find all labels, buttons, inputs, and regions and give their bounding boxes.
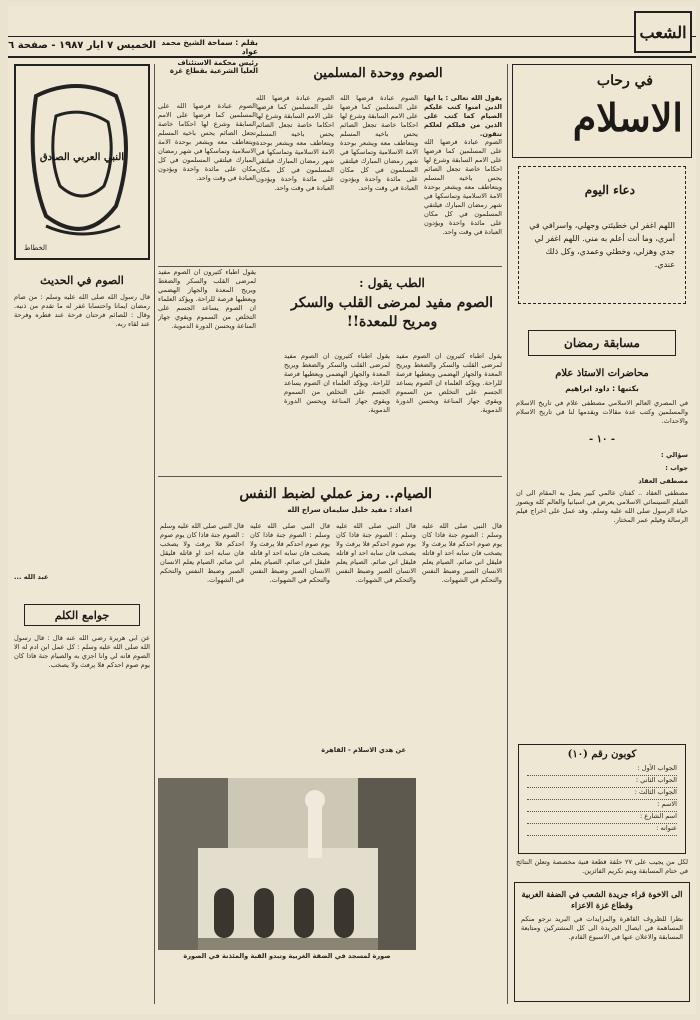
self-control-byline: اعداد : مفيد خليل سليمان سراج الله [287, 506, 412, 514]
column-rule [154, 64, 155, 1004]
coupon-field: الاسم : [527, 800, 677, 812]
jawami-title: جوامع الكلم [54, 608, 110, 622]
unity-byline-box [158, 36, 258, 98]
self-control-article [158, 480, 502, 780]
jawami-article [14, 602, 150, 1002]
page-header [8, 22, 696, 58]
fasting-health-body-col3: يقول اطباء كثيرون ان الصوم مفيد لمرضى القلب والسكر والضغط ويريح المعدة والجهاز الهضمي ويعطيها فرصة للراحة. ويؤكد العلماء ان الصوم يساعد الجسم على التخلص من السموم ويقوي جهاز المناعة ويحسن الدورة الدموية. [158, 268, 256, 330]
dua-text: اللهم اغفر لي خطيئتي وجهلي، واسرافي في أمري، وما أنت أعلم به مني. اللهم اغفر لي جدي وهزلي، وخطئي وعمدي، وكل ذلك عندي. [529, 221, 675, 269]
fasting-health-body: يقول اطباء كثيرون ان الصوم مفيد لمرضى القلب والسكر والضغط ويريح المعدة والجهاز الهضمي ويعطيها فرصة للراحة. ويؤكد العلماء ان الصوم يساعد الجسم على التخلص من السموم ويقوي جهاز المناعة ويحسن الدورة الدموية. [396, 352, 502, 414]
self-control-title: الصيام.. رمز عملي لضبط النفس [239, 486, 432, 502]
newspaper-logo: الشعب [634, 11, 692, 53]
quiz-question-label: سؤالي : [661, 451, 688, 459]
readers-notice-text: نظرا للظروف القاهرة والمزايدات في البريد نرجو منكم المساهمة في ايصال الجريدة الى كل المشتركين ومتابعة المسابقة والاعلان عنها في الاسبوع القادم. [521, 915, 683, 941]
column-rule [507, 64, 508, 1004]
fasting-wisdom-signature: عبد الله ... [14, 573, 49, 581]
unity-body: الصوم عبادة فرضها الله على المسلمين كما فرضها على الامم السابقة وشرع لها احكاما خاصة تجعل الصائم يحس باخيه المسلم ويتعاطف معه ويشعر بوحدة الامة الاسلامية وتماسكها في شهر رمضان المبارك فيلتقي المسلمون في كل مكان على مائدة واحدة ويؤدون العبادة في وقت واحد. [424, 138, 502, 236]
section-rule [158, 476, 502, 477]
fasting-health-kicker: الطب يقول : [359, 276, 425, 290]
self-control-body: قال النبي صلى الله عليه وسلم : الصوم جنة فاذا كان يوم صوم احدكم فلا يرفث ولا يصخب فان سابه احد او قاتله فليقل اني صائم. الصيام يعلم الانسان الصبر وضبط النفس والتحكم في الشهوات. [422, 522, 502, 584]
quiz-byline: بكتبها : داود ابراهيم [565, 384, 639, 393]
fasting-health-article [282, 268, 502, 478]
newspaper-page [8, 6, 696, 1014]
dua-box [518, 166, 686, 304]
quiz-coupon [518, 744, 686, 854]
fasting-wisdom-title: الصوم في الحديث [40, 274, 124, 287]
unity-title: الصوم ووحدة المسلمين [313, 66, 443, 81]
coupon-title: كوبون رقم (١٠) [567, 749, 637, 760]
quiz-subtitle: محاضرات الاستاذ علام [555, 368, 649, 379]
calligraphy-box [14, 64, 150, 260]
fasting-wisdom-body: قال رسول الله صلى الله عليه وسلم : من صام رمضان ايمانا واحتسابا غفر له ما تقدم من ذنبه. وقال : للصائم فرحتان فرحة عند فطره وفرحة عند لقاء ربه. [14, 293, 150, 328]
photo-caption: صورة لمسجد في الضفة الغربية وتبدو القبة والمئذنة في الصورة [183, 952, 391, 960]
self-control-signature: عن هدي الاسلام - القاهرة [321, 746, 406, 754]
fasting-wisdom-article [14, 268, 150, 598]
coupon-field: الجواب الثاني : [527, 776, 677, 788]
quiz-title-banner [528, 330, 676, 356]
unity-body-col2: الصوم عبادة فرضها الله على المسلمين كما فرضها على الامم السابقة وشرع لها احكاما خاصة تجعل الصائم يحس باخيه المسلم ويتعاطف معه ويشعر بوحدة الامة الاسلامية وتماسكها في شهر رمضان المبارك فيلتقي المسلمون في كل مكان على مائدة واحدة ويؤدون العبادة في وقت واحد. [340, 94, 418, 192]
readers-notice-title: الى الاخوة قراء جريدة الشعب في الضفة الغربية وقطاع غزة الاعزاء [521, 889, 683, 910]
quiz-body: مصطفى العقاد .. كفنان عالمي كبير يصل به المقام الى ان الفيلم السينمائي الاسلامي يعرض في اسبانيا والعالم كله ويصور حياة الرسول صلى الله عليه وسلم. وقد عمل على اخراج فيلم الرسالة وفيلم عمر المختار. [516, 489, 688, 524]
quiz-note: لكل من يجيب على ٢٧ حلقة قطعة فنية مخصصة وتعلن النتائج في ختام المسابقة ويتم تكريم الفائزين. [516, 858, 689, 875]
dua-title: دعاء اليوم [584, 183, 635, 197]
quiz-title: مسابقة رمضان [564, 336, 640, 350]
islam-title: الاسلام [572, 95, 683, 140]
unity-byline: بقلم : سماحة الشيخ محمد عواد [161, 38, 258, 56]
calligraphy-text: النبي العربي الصادق [39, 152, 125, 163]
quiz-answer-label: جواب : [665, 464, 688, 472]
self-control-body-col4: قال النبي صلى الله عليه وسلم : الصوم جنة فاذا كان يوم صوم احدكم فلا يرفث ولا يصخب فان سابه احد او قاتله فليقل اني صائم. الصيام يعلم الانسان الصبر وضبط النفس والتحكم في الشهوات. [160, 522, 244, 584]
unity-lead: يقول الله تعالى : يا ايها الذين امنوا كتب عليكم الصيام كما كتب على الذين من قبلكم لعلكم تتقون. [424, 94, 502, 138]
fasting-health-body-col2: يقول اطباء كثيرون ان الصوم مفيد لمرضى القلب والسكر والضغط ويريح المعدة والجهاز الهضمي ويعطيها فرصة للراحة. ويؤكد العلماء ان الصوم يساعد الجسم على التخلص من السموم ويقوي جهاز المناعة ويحسن الدورة الدموية. [284, 352, 390, 414]
mosque-illustration [158, 778, 416, 950]
fasting-health-title: الصوم مفيد لمرضى القلب والسكر ومريح للمعدة!! [291, 295, 493, 330]
self-control-body-col3: قال النبي صلى الله عليه وسلم : الصوم جنة فاذا كان يوم صوم احدكم فلا يرفث ولا يصخب فان سابه احد او قاتله فليقل اني صائم. الصيام يعلم الانسان الصبر وضبط النفس والتحكم في الشهوات. [250, 522, 330, 584]
section-rule [158, 266, 502, 267]
coupon-field: عنوانه : [527, 824, 677, 836]
mosque-photo [158, 778, 416, 950]
islam-kicker: في رحاب [596, 73, 653, 89]
quiz-intro: في المصري العالم الاسلامي مصطفى علام في تاريخ الاسلام والمسلمين وكتب عدة مقالات ويقدمها لنا في تاريخ الاسلام والاحداث. [516, 399, 688, 425]
coupon-field: الجواب الثالث : [527, 788, 677, 800]
self-control-body-col2: قال النبي صلى الله عليه وسلم : الصوم جنة فاذا كان يوم صوم احدكم فلا يرفث ولا يصخب فان سابه احد او قاتله فليقل اني صائم. الصيام يعلم الانسان الصبر وضبط النفس والتحكم في الشهوات. [336, 522, 416, 584]
quiz-lead-name: مصطفى العقاد [638, 477, 688, 485]
calligraphy-signature: الخطاط [24, 244, 47, 252]
unity-body-col4: الصوم عبادة فرضها الله على المسلمين كما فرضها على الامم السابقة وشرع لها احكاما خاصة تجعل الصائم يحس باخيه المسلم ويتعاطف معه ويشعر بوحدة الامة الاسلامية وتماسكها في شهر رمضان المبارك فيلتقي المسلمون في كل مكان على مائدة واحدة ويؤدون العبادة في وقت واحد. [158, 102, 256, 182]
coupon-field: اسم الشارع : [527, 812, 677, 824]
date-line: الخميس ٧ ايار ١٩٨٧ - صفحة ٦ [8, 40, 156, 51]
unity-byline-role: رئيس محكمة الاستئناف العليا الشرعية بقطاع غزة [169, 59, 258, 75]
readers-notice [514, 882, 690, 1002]
quiz-question-number: - ١٠ - [588, 434, 616, 445]
coupon-field: الجواب الأول : [527, 764, 677, 776]
unity-body-col3: الصوم عبادة فرضها الله على المسلمين كما فرضها على الامم السابقة وشرع لها احكاما خاصة تجعل الصائم يحس باخيه المسلم ويتعاطف معه ويشعر بوحدة الامة الاسلامية وتماسكها في شهر رمضان المبارك فيلتقي المسلمون في كل مكان على مائدة واحدة ويؤدون العبادة في وقت واحد. [256, 94, 334, 192]
jawami-body: عن ابي هريرة رضي الله عنه قال : قال رسول الله صلى الله عليه وسلم : كل عمل ابن ادم له الا الصوم فانه لي وانا اجزي به والصيام جنة فاذا كان يوم صوم احدكم فلا يرفث ولا يصخب. [14, 634, 150, 669]
jawami-title-banner [24, 604, 140, 626]
islam-section-masthead [512, 64, 692, 158]
